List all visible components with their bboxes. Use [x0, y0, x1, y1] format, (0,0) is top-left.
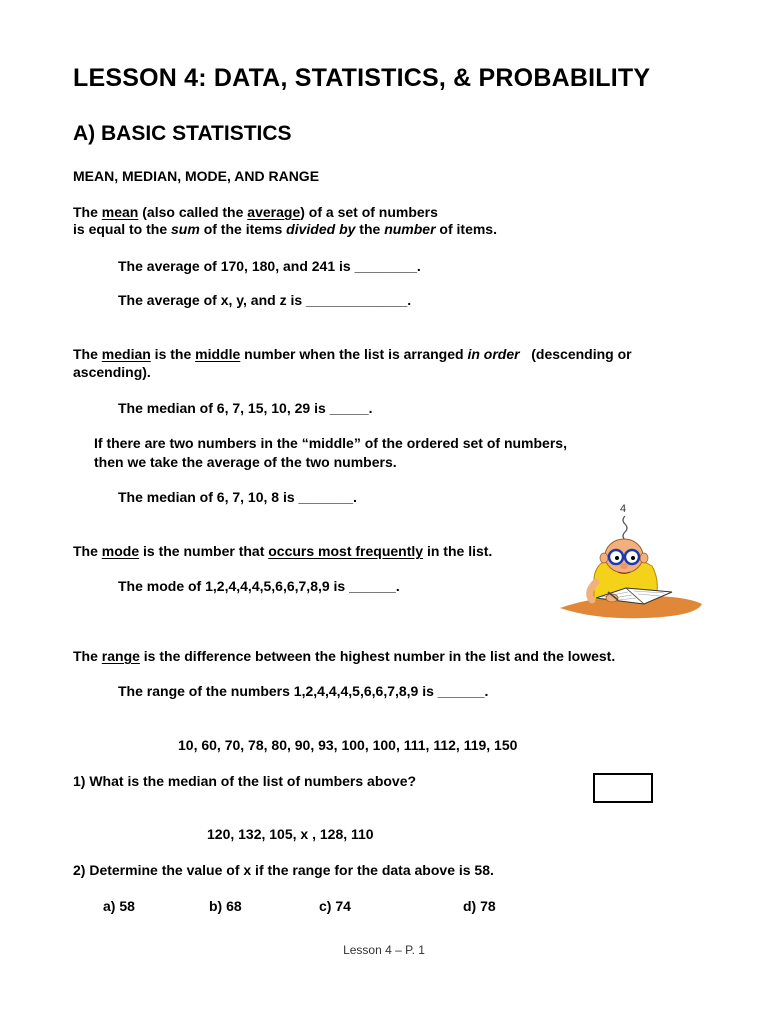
mean-term: mean [101, 204, 139, 220]
range-term: range [101, 648, 140, 664]
median-example-1: The median of 6, 7, 15, 10, 29 is _____. [118, 400, 373, 416]
lesson-title: LESSON 4: DATA, STATISTICS, & PROBABILITY [73, 64, 651, 92]
median-note-line2: then we take the average of the two numbers. [94, 454, 397, 470]
q1-data-list: 10, 60, 70, 78, 80, 90, 93, 100, 100, 111, 112, 119, 150 [178, 737, 518, 753]
mode-definition: The mode is the number that occurs most frequently in the list. [73, 543, 493, 559]
svg-text:4: 4 [620, 503, 627, 515]
range-example: The range of the numbers 1,2,4,4,4,5,6,6,7,8,9 is ______. [118, 683, 489, 699]
q1-answer-box[interactable] [593, 773, 653, 803]
mode-term: mode [101, 543, 140, 559]
range-definition: The range is the difference between the highest number in the list and the lowest. [73, 648, 616, 664]
mean-definition-line1: The mean (also called the average) of a set of numbers [73, 204, 438, 220]
q1-question: 1) What is the median of the list of numbers above? [73, 773, 417, 789]
median-note-line1: If there are two numbers in the “middle” of the ordered set of numbers, [94, 435, 567, 451]
median-example-2: The median of 6, 7, 10, 8 is _______. [118, 489, 357, 505]
topic-heading: MEAN, MEDIAN, MODE, AND RANGE [73, 168, 320, 184]
median-term: median [101, 346, 151, 362]
q2-choice-b[interactable]: b) 68 [209, 898, 242, 914]
q2-data-list: 120, 132, 105, x , 128, 110 [207, 826, 374, 842]
median-definition-line2: ascending). [73, 364, 151, 380]
page-footer: Lesson 4 – P. 1 [343, 943, 425, 957]
mean-definition-line2: is equal to the sum of the items divided by the number of items. [73, 221, 497, 237]
q2-question: 2) Determine the value of x if the range for the data above is 58. [73, 862, 494, 878]
mean-example-2: The average of x, y, and z is _____________. [118, 292, 412, 308]
section-title: A) BASIC STATISTICS [73, 122, 292, 145]
median-definition-line1: The median is the middle number when the list is arranged in order (descending or [73, 346, 632, 362]
q2-choice-a[interactable]: a) 58 [103, 898, 135, 914]
mode-example: The mode of 1,2,4,4,4,5,6,6,7,8,9 is ______. [118, 578, 400, 594]
mean-example-1: The average of 170, 180, and 241 is ________. [118, 258, 421, 274]
q2-choice-c[interactable]: c) 74 [319, 898, 351, 914]
average-term: average [247, 204, 301, 220]
student-reading-illustration [556, 500, 706, 625]
q2-choice-d[interactable]: d) 78 [463, 898, 496, 914]
